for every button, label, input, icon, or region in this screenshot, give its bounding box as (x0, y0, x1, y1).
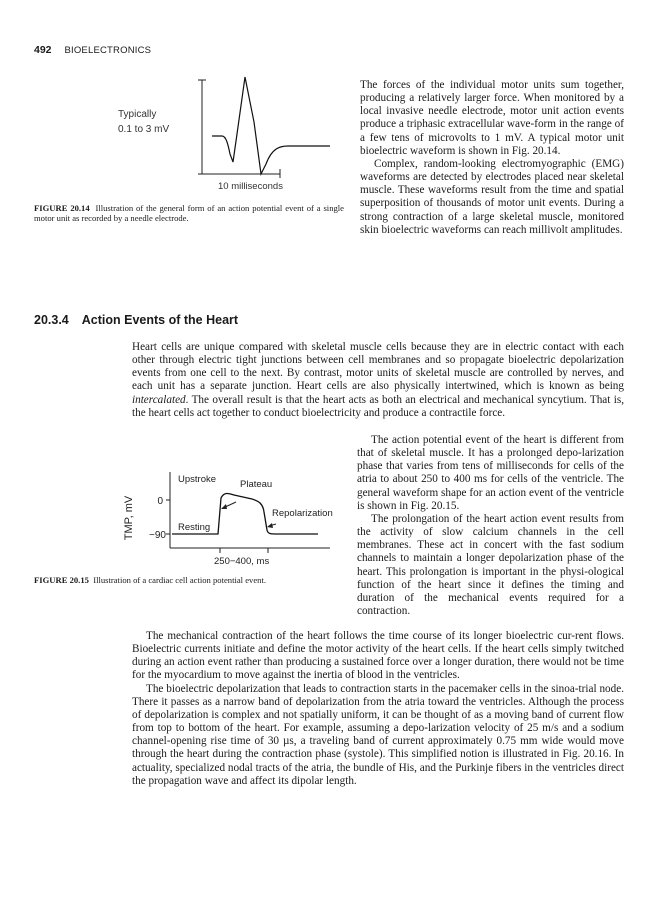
lower-body (132, 630, 624, 788)
page-number: 492 (34, 44, 52, 56)
figure-20-14-plot (112, 74, 352, 192)
paragraph-prolongation: The prolongation of the heart action event results from the activity of slow calcium channels in the cell membranes. These act in concert with the fast sodium channels to maintain a longer depolarization phase of the heart. This prolongation is important in the physi-ological function of the heart since it defines the timing and duration of the mechanical events required for a contraction. (357, 512, 624, 618)
figure-15-tick-neg90-label: −90 (149, 530, 166, 541)
figure-14-ylabel-line2: 0.1 to 3 mV (118, 124, 170, 135)
figure-15-label-plateau: Plateau (240, 479, 273, 490)
section-number: 20.3.4 (34, 313, 69, 327)
figure-15-xlabel: 250−400, ms (214, 556, 270, 567)
heart-text-part1: Heart cells are unique compared with skeletal muscle cells because they are in electric contact with each other through electric tight junctions between cell membranes and so propagate bioelectric depolarization events from one cell to the next. By contrast, motor units of skeletal muscle are controlled by nerves, and each unit has a separate junction. Heart cells are also physically intertwined, which is known as being (132, 341, 624, 393)
figure-15-caption-label: FIGURE 20.15 (34, 575, 89, 585)
figure-15-tick-zero-label: 0 (157, 496, 163, 507)
figure-20-15-plot (118, 468, 358, 572)
heart-text-emphasis: intercalated (132, 393, 186, 406)
figure-14-ylabel-line1: Typically (118, 109, 157, 120)
paragraph-emg: Complex, random-looking electromyographic (EMG) waveforms are detected by electrodes placed near skeletal muscle. These waveforms result from the time and spatial superposition of thousands of motor unit events. During a strong contraction of a large skeletal muscle, monitored skin bioelectric waveforms can reach millivolt amplitudes. (360, 157, 624, 236)
figure-14-caption (34, 203, 344, 224)
right-column-top (360, 79, 624, 237)
figure-15-caption (34, 575, 356, 585)
running-title: BIOELECTRONICS (64, 45, 152, 56)
figure-15-arrowhead-upstroke (221, 504, 227, 509)
paragraph-heart-action: The action potential event of the heart is different from that of skeletal muscle. It has a prolonged depo-larization phase that varies from tens of milliseconds for cells of the atria to about 250 to 400 ms for cells of the ventricle. The general waveform shape for an action event of the ventricle is shown in Fig. 20.15. (357, 434, 624, 512)
figure-14-caption-label: FIGURE 20.14 (34, 203, 90, 213)
section-title: Action Events of the Heart (81, 313, 239, 327)
paragraph-motor-units: The forces of the individual motor units sum together, producing a relatively larger force. When monitored by a local invasive needle electrode, motor unit action events produce a triphasic extracellular wave-form in the range of a few tens of microvolts to 1 mV. A typical motor unit bioelectric waveform is shown in Fig. 20.14. (360, 79, 624, 157)
figure-15-label-upstroke: Upstroke (178, 474, 217, 485)
figure-14-xlabel: 10 milliseconds (218, 181, 283, 192)
figure-14-caption-text: Illustration of the general form of an action potential event of a single motor unit as recorded by a needle electrode. (34, 203, 344, 224)
section-heading (34, 313, 238, 327)
figure-15-label-resting: Resting (178, 522, 211, 533)
right-column-middle (357, 434, 624, 618)
paragraph-depolarization: The bioelectric depolarization that leads to contraction starts in the pacemaker cells in the sinoa-trial node. There it passes as a narrow band of depolarization from the atria toward the ventricles. Although the process of depolarization is complex and not spatially uniform, it can be thought of as a moving band of current flow from top to bottom of the heart. For example, assuming a depo-larization velocity of 25 m/s and a sodium channel-opening rise time of 30 µs, a traveling band of current approximately 0.75 mm wide would move through the heart during the contraction phase (systole). This simplified notion is illustrated in Fig. 20.16. In actuality, specialized nodal tracts of the atria, the bundle of His, and the Purkinje fibers in the ventricles direct the propagation wave and affect its dipolar length. (132, 682, 624, 787)
heart-text-part2: . The overall result is that the heart acts as both an electrical and mechanical syncytium. That is, the heart cells act together to conduct bioelectricity and produce a contractile force. (132, 393, 624, 419)
figure-14-waveform (212, 77, 330, 174)
figure-15-arrowhead-repol (267, 523, 273, 528)
figure-15-caption-text: Illustration of a cardiac cell action potential event. (93, 575, 266, 585)
running-header (34, 44, 151, 56)
paragraph-mechanical-contraction: The mechanical contraction of the heart follows the time course of its longer bioelectric cur-rent flows. Bioelectric currents initiate and define the motor activity of the heart cells. If the heart cells simply twitched during an action event rather than producing a sustained force over a longer duration, there would not be time for the myocardium to move against the inertia of blood in the ventricles. (132, 630, 624, 682)
figure-15-label-repolarization: Repolarization (272, 508, 333, 519)
paragraph-heart-cells (132, 341, 624, 420)
figure-15-ylabel: TMP, mV (123, 495, 135, 541)
